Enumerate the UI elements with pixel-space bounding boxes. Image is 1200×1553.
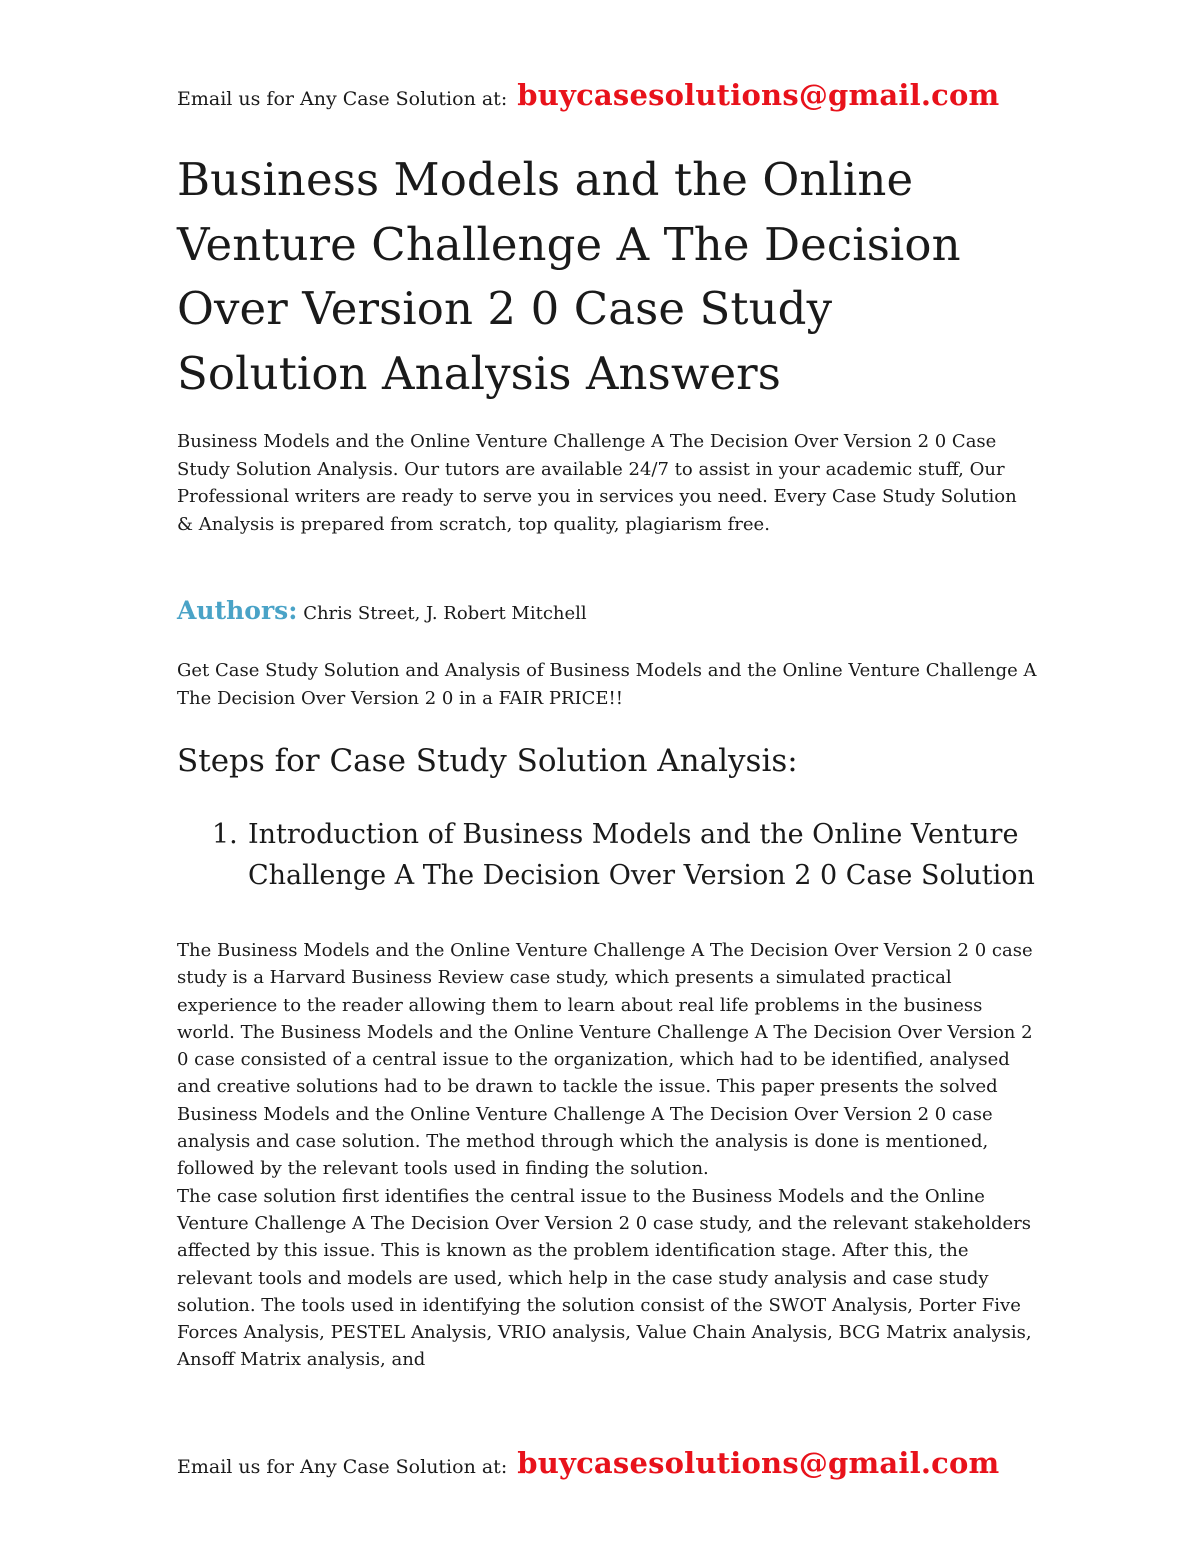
body-paragraph: The Business Models and the Online Venture Challenge A The Decision Over Version 2 0 case study is a Harvard Business Review case study, which presents a simulated practical experience to the reader allowing them to learn about real life problems in the business world. The Business Models and the Online Venture Challenge A The Decision Over Version 2 0 case consisted of a central issue to the organization, which had to be identified, analysed and creative solutions had to be drawn to tackle the issue. This paper presents the solved Business Models and the Online Venture Challenge A The Decision Over Version 2 0 case analysis and case solution. The method through which the analysis is done is mentioned, followed by the relevant tools used in finding the solution. — [177, 940, 1033, 1180]
footer-email-line — [177, 1446, 1077, 1480]
header-email-prefix: Email us for Any Case Solution at: — [177, 88, 508, 110]
offer-paragraph: Get Case Study Solution and Analysis of Business Models and the Online Venture Challenge A The Decision Over Version 2 0 in a FAIR PRICE!! — [177, 660, 1037, 709]
step-item — [212, 814, 1042, 896]
authors-label: Authors: — [177, 596, 298, 625]
header-email-link[interactable]: buycasesolutions@gmail.com — [517, 78, 1000, 112]
body-paragraph: The case solution first identifies the central issue to the Business Models and the Online Venture Challenge A The Decision Over Version 2 0 case study, and the relevant stakeholders affected by this issue. This is known as the problem identification stage. After this, the relevant tools and models are used, which help in the case study analysis and case study solution. The tools used in identifying the solution consist of the SWOT Analysis, Porter Five Forces Analysis, PESTEL Analysis, VRIO analysis, Value Chain Analysis, BCG Matrix analysis, Ansoff Matrix analysis, and — [177, 1185, 1032, 1371]
steps-heading: Steps for Case Study Solution Analysis: — [177, 743, 798, 779]
intro-paragraph: Business Models and the Online Venture Challenge A The Decision Over Version 2 0 Case Study Solution Analysis. Our tutors are available 24/7 to assist in your academic stuff, Our Professional writers are ready to serve you in services you need. Every Case Study Solution & Analysis is prepared from scratch, top quality, plagiarism free. — [177, 431, 1017, 535]
page-title: Business Models and the Online Venture Challenge A The Decision Over Version 2 0 Case Study Solution Analysis Answers — [177, 153, 961, 400]
body-text — [177, 937, 1037, 1374]
authors-names: Chris Street, J. Robert Mitchell — [303, 603, 587, 624]
authors-line — [177, 596, 1037, 625]
step-number: 1. — [212, 819, 238, 850]
footer-email-prefix: Email us for Any Case Solution at: — [177, 1456, 508, 1478]
footer-email-link[interactable]: buycasesolutions@gmail.com — [517, 1446, 1000, 1480]
header-email-line — [177, 78, 1077, 112]
step-title: Introduction of Business Models and the Online Venture Challenge A The Decision Over Version 2 0 Case Solution — [248, 819, 1035, 891]
